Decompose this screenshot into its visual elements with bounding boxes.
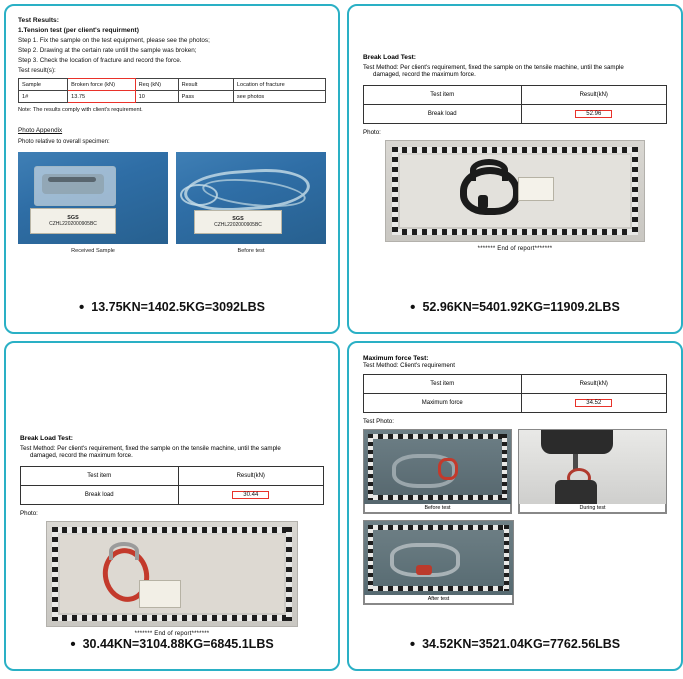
maximum-force-table: [363, 374, 667, 413]
test-method-line1: Test Method: Per client's requirement, fixed the sample on the tensile machine, until the sample: [20, 445, 281, 452]
break-load-table: [20, 466, 324, 505]
test-photo-grid: [363, 429, 667, 514]
photo-caption-before-test: Before test: [237, 248, 265, 255]
col-test-item: Test item: [364, 375, 522, 394]
cell-test-item: Maximum force: [364, 394, 522, 413]
photo-before-test-frame: [363, 429, 512, 514]
table-header-row: [364, 375, 667, 394]
test-method-line1: Test Method: Per client's requirement, fixed the sample on the tensile machine, until the sample: [363, 64, 624, 71]
table-header-row: [21, 467, 324, 486]
cell-result: [521, 105, 666, 124]
photo-during-test-frame: [518, 429, 667, 514]
document-maximum-force: [349, 343, 681, 623]
table-row: [21, 486, 324, 505]
photo-caption-after-test: After test: [364, 595, 513, 604]
results-label: Test result(s):: [18, 66, 56, 74]
tag-code: CZHL2202000905BC: [214, 222, 262, 229]
results-note: Note: The results comply with client's requirement.: [18, 107, 143, 114]
cell-location: see photos: [233, 91, 325, 103]
cell-test-item: Break load: [364, 105, 522, 124]
col-sample: Sample: [19, 79, 68, 91]
cell-test-item: Break load: [21, 486, 179, 505]
panel-tension-test: [4, 4, 340, 334]
result-value-highlight: 52.96: [575, 110, 612, 118]
cell-sample: 1#: [19, 91, 68, 103]
col-req: Req (kN): [135, 79, 178, 91]
cell-broken-force: 13.75: [68, 91, 136, 103]
document-break-load-30: [6, 343, 338, 637]
tag-code: CZHL2202000905BC: [49, 221, 97, 228]
photo-label: Test Photo:: [363, 418, 394, 425]
panel-caption-30: [6, 625, 338, 663]
col-location: Location of fracture: [233, 79, 325, 91]
document-tension-test: [6, 6, 338, 286]
photo-before-test: [176, 152, 326, 244]
break-load-table: [363, 85, 667, 124]
cell-result: [521, 394, 666, 413]
caption-text: 52.96KN=5401.92KG=11909.2LBS: [422, 300, 620, 314]
caption-text: 34.52KN=3521.04KG=7762.56LBS: [422, 637, 621, 651]
page-title: Break Load Test:: [363, 54, 417, 61]
col-test-item: Test item: [364, 86, 522, 105]
photo-break-load-52: [385, 140, 645, 242]
bullet-icon: •: [70, 635, 76, 653]
end-of-report: ******* End of report*******: [477, 246, 553, 252]
page-title: Break Load Test:: [20, 435, 74, 442]
tag-brand: SGS: [232, 215, 244, 222]
end-of-report: ******* End of report*******: [134, 631, 210, 637]
photo-appendix-title: Photo Appendix: [18, 127, 63, 135]
photo-after-test-frame: [363, 520, 514, 605]
col-result: Result(kN): [521, 375, 666, 394]
photo-caption-before-test: Before test: [364, 504, 511, 513]
test-method-line2: damaged, record the maximum force.: [30, 452, 133, 459]
sample-tag: [30, 208, 116, 234]
photo-appendix-subtitle: Photo relative to overall specimen:: [18, 138, 110, 145]
table-header-row: [364, 86, 667, 105]
photo-break-load-30: [46, 521, 298, 627]
photo-label: Photo:: [20, 510, 38, 517]
caption-text: 30.44KN=3104.88KG=6845.1LBS: [82, 637, 274, 651]
panel-break-load-52: [347, 4, 683, 334]
result-value-highlight: 30.44: [232, 491, 269, 499]
page-title: Maximum force Test:: [363, 355, 429, 362]
tag-brand: SGS: [67, 214, 79, 221]
tension-results-table: [18, 78, 326, 103]
table-row: [19, 91, 326, 103]
cell-req: 10: [135, 91, 178, 103]
panel-caption-tension: [6, 288, 338, 326]
step-2: Step 2. Drawing at the certain rate untill the sample was broken;: [18, 47, 197, 55]
panel-break-load-30: [4, 341, 340, 671]
photo-label: Photo:: [363, 129, 381, 136]
step-3: Step 3. Check the location of fracture and record the force.: [18, 56, 182, 64]
cell-result: [178, 486, 323, 505]
caption-text: 13.75KN=1402.5KG=3092LBS: [91, 300, 265, 314]
panel-caption-52: [349, 288, 681, 326]
cell-result: Pass: [178, 91, 233, 103]
sample-tag: [194, 210, 282, 234]
col-test-item: Test item: [21, 467, 179, 486]
bullet-icon: •: [410, 298, 416, 316]
panel-caption-34: [349, 625, 681, 663]
test-method-line2: damaged, record the maximum force.: [373, 71, 476, 78]
col-result: Result: [178, 79, 233, 91]
page-title: Test Results:: [18, 17, 59, 24]
bullet-icon: •: [79, 298, 85, 316]
table-header-row: [19, 79, 326, 91]
bullet-icon: •: [409, 635, 416, 653]
col-broken-force: Broken force (kN): [68, 79, 136, 91]
col-result: Result(kN): [521, 86, 666, 105]
col-result: Result(kN): [178, 467, 323, 486]
section-subtitle: 1.Tension test (per client's requirment): [18, 27, 139, 35]
table-row: [364, 394, 667, 413]
photo-caption-during-test: During test: [519, 504, 666, 513]
step-1: Step 1. Fix the sample on the test equipment, please see the photos;: [18, 37, 210, 45]
photo-caption-received: Received Sample: [71, 248, 115, 255]
panel-maximum-force: [347, 341, 683, 671]
table-row: [364, 105, 667, 124]
result-value-highlight: 34.52: [575, 399, 612, 407]
photo-received-sample: [18, 152, 168, 244]
document-break-load-52: [349, 6, 681, 286]
photo-row: [18, 152, 326, 256]
test-method: Test Method: Client's requirement: [363, 362, 455, 369]
